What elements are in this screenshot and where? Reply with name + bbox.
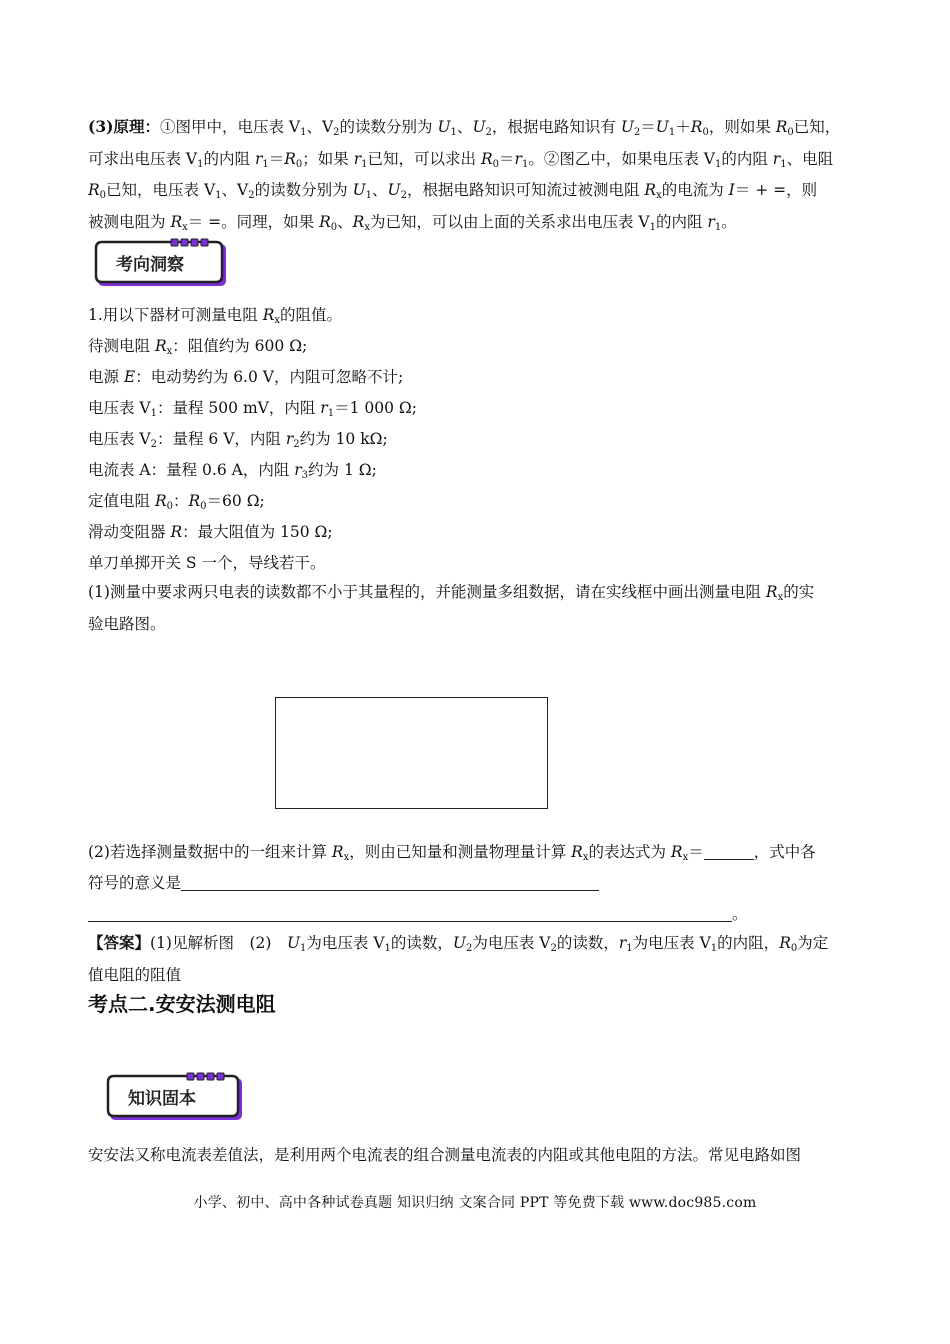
text-span: 的内阻: [203, 149, 255, 168]
text-span: ：电动势约为 6.0 V，内阻可忽略不计;: [135, 368, 404, 386]
subscript: 1: [649, 221, 656, 233]
text-span: 验电路图。: [88, 614, 166, 633]
subscript: 1: [361, 158, 368, 170]
text-span: ；如果: [302, 149, 354, 168]
principle-label: (3)原理：: [88, 117, 160, 136]
subscript: 0: [99, 190, 107, 201]
text-span: ，则如果: [708, 118, 776, 136]
symbol: U: [452, 934, 466, 952]
symbol: r: [772, 149, 781, 168]
text-span: 待测电阻: [88, 337, 155, 355]
text-span: 值电阻的阻值: [88, 965, 182, 984]
answer-blank-meaning-2[interactable]: [88, 903, 732, 922]
text-span: 约为 10 kΩ;: [299, 430, 388, 448]
symbol: R: [644, 181, 657, 199]
principle-paragraph: [88, 111, 864, 238]
text-span: 电流表 A：量程 0.6 A，内阻: [88, 461, 295, 479]
text-span: 已知，可以求出: [367, 149, 481, 168]
text-span: 为电压表 V: [306, 934, 385, 952]
text-span: 已知，电压表 V: [106, 181, 216, 199]
symbol: R: [480, 149, 493, 168]
text-span: (2)若选择测量数据中的一组来计算: [88, 843, 332, 861]
text-span: ，式中各: [753, 843, 816, 861]
subscript: 0: [702, 127, 709, 138]
badge-label: 考向洞察: [116, 255, 184, 275]
item-fixed-resistor: [88, 486, 265, 517]
subscript: 2: [550, 943, 557, 954]
symbol: R: [262, 306, 275, 324]
symbol: R: [670, 843, 683, 861]
badge-label: 知识固本: [128, 1089, 196, 1109]
text-span: ＝: [499, 149, 515, 168]
item-rx: [88, 331, 307, 362]
symbol: R: [775, 118, 788, 136]
symbol: r: [707, 212, 715, 231]
text-span: (1)测量中要求两只电表的读数都不小于其量程的，并能测量多组数据，请在实线框中画出测量电阻: [88, 583, 766, 601]
subscript: 2: [465, 943, 473, 954]
text-span: 的读数，: [390, 934, 453, 952]
text-span: 滑动变阻器: [88, 523, 171, 541]
question-1: [88, 577, 864, 640]
subscript: 0: [330, 221, 338, 233]
item-voltmeter-2: [88, 424, 388, 455]
text-span: 的内阻: [721, 149, 773, 168]
subscript: x: [777, 592, 784, 603]
text-span: 单刀单掷开关 S 一个，导线若干。: [88, 554, 326, 572]
symbol: U: [352, 181, 366, 199]
text-span: ＝ + =，则: [734, 181, 818, 199]
symbol: R: [170, 523, 183, 541]
symbol: U: [620, 118, 634, 136]
text-span: ：量程 500 mV，内阻: [157, 399, 321, 417]
subscript: 1: [365, 190, 373, 201]
subscript: 1: [215, 190, 222, 201]
symbol: r: [618, 934, 627, 952]
text-span: ：阻值约为 600 Ω;: [172, 337, 308, 355]
text-span: ＝60 Ω;: [206, 492, 265, 510]
answer-label: 【答案】: [88, 933, 151, 952]
text-span: 、: [337, 212, 353, 231]
subscript: 1: [450, 127, 457, 138]
symbol: R: [154, 337, 167, 355]
subscript: 2: [333, 127, 340, 138]
symbol: R: [690, 118, 703, 136]
subscript: 0: [295, 158, 303, 170]
subscript: 1: [714, 221, 722, 233]
subscript: 1: [150, 408, 157, 419]
symbol: U: [286, 934, 301, 952]
item-switch: [88, 548, 325, 579]
symbol: r: [254, 149, 263, 168]
text-span: 、V: [221, 181, 249, 199]
subscript: 3: [301, 470, 309, 481]
text-span: ＝: [688, 843, 704, 861]
subscript: 0: [200, 501, 207, 512]
text-span: 的实: [783, 583, 815, 601]
question-2-blank-line: [88, 899, 748, 930]
text-span: 、电阻: [786, 149, 834, 168]
text-span: 安安法又称电流表差值法，是利用两个电流表的组合测量电流表的内阻或其他电阻的方法。常见电路如图: [88, 1146, 802, 1164]
text-span: 的内阻: [655, 212, 708, 231]
text-span: 的读数分别为: [254, 181, 353, 199]
text-span: ，根据电路知识可知流过被测电阻: [406, 181, 645, 199]
text-span: 可求出电压表 V: [88, 149, 198, 168]
subscript: x: [274, 315, 281, 326]
problem-title: [88, 300, 342, 331]
subscript: 2: [485, 127, 492, 138]
subscript: x: [182, 221, 188, 233]
symbol: R: [779, 934, 791, 952]
text-span: 定值电阻: [88, 492, 155, 510]
symbol: R: [765, 583, 778, 601]
text-span: ①图甲中，电压表 V: [159, 118, 301, 136]
section-badge-kaoxiang: [94, 238, 232, 290]
page-footer: 小学、初中、高中各种试卷真题 知识归纳 文案合同 PPT 等免费下载 www.doc985.com: [193, 1195, 757, 1211]
text-span: 的内阻，: [717, 934, 780, 952]
text-span: 的读数，: [556, 934, 619, 952]
subscript: 0: [790, 943, 798, 954]
symbol: R: [319, 212, 331, 231]
symbol: r: [285, 430, 294, 448]
text-span: 的表达式为: [588, 843, 671, 861]
symbol: U: [437, 118, 451, 136]
text-span: 、V: [306, 118, 334, 136]
text-span: 电压表 V: [88, 430, 151, 448]
text-span: 为电压表 V: [632, 934, 711, 952]
subscript: x: [364, 221, 370, 233]
subscript: 1: [668, 127, 676, 138]
item-ammeter: [88, 455, 377, 486]
intro-paragraph: [88, 1140, 801, 1171]
subscript: 1: [521, 158, 529, 170]
symbol: R: [284, 149, 296, 168]
symbol: r: [294, 461, 302, 479]
answer-paragraph: [88, 927, 864, 991]
symbol: R: [331, 843, 344, 861]
text-span: 。②图乙中，如果电压表 V: [528, 149, 715, 168]
symbol: R: [352, 212, 365, 231]
item-rheostat: [88, 517, 333, 548]
subscript: x: [582, 852, 589, 863]
text-span: 符号的意义是: [88, 874, 182, 892]
symbol: R: [188, 492, 201, 510]
subscript: x: [656, 190, 662, 201]
question-2-meaning: [88, 868, 599, 899]
text-span: 的读数分别为: [339, 118, 438, 136]
text-span: ＋: [675, 118, 691, 136]
subscript: 2: [633, 127, 641, 138]
subscript: x: [343, 852, 350, 863]
text-span: 、: [456, 118, 473, 136]
text-span: 为电压表 V: [472, 934, 551, 952]
symbol: R: [88, 181, 100, 199]
subscript: 0: [166, 501, 173, 512]
subscript: 1: [710, 943, 718, 954]
text-span: (1)见解析图 (2): [150, 934, 287, 952]
symbol: U: [472, 118, 486, 136]
symbol: E: [123, 368, 136, 386]
text-span: 1.用以下器材可测量电阻: [88, 306, 263, 324]
section-heading: 考点二.安安法测电阻: [88, 992, 276, 1016]
subscript: 0: [492, 158, 500, 170]
section-badge-zhishi: [106, 1072, 248, 1124]
symbol: R: [571, 843, 583, 861]
text-span: 。: [732, 905, 748, 923]
subscript: 0: [787, 127, 794, 138]
subscript: 2: [293, 439, 300, 450]
subscript: 1: [262, 158, 269, 170]
subscript: 1: [626, 943, 633, 954]
subscript: 1: [780, 158, 787, 170]
text-span: 已知，: [793, 118, 841, 136]
question-2: [88, 837, 816, 868]
text-span: ＝1 000 Ω;: [334, 399, 417, 417]
subscript: 2: [150, 439, 157, 450]
subscript: 1: [197, 158, 204, 170]
symbol: r: [320, 399, 328, 417]
subscript: 1: [384, 943, 391, 954]
symbol: U: [655, 118, 669, 136]
symbol: R: [170, 212, 183, 231]
text-span: 的电流为: [661, 181, 729, 199]
text-span: ：: [172, 492, 189, 510]
text-span: ，则由已知量和测量物理量计算: [349, 843, 572, 861]
text-span: ＝: [268, 149, 285, 168]
text-span: 为定: [797, 934, 829, 952]
symbol: r: [353, 149, 362, 168]
answer-blank-meaning[interactable]: [181, 872, 599, 891]
circuit-drawing-box[interactable]: [275, 697, 548, 809]
text-span: 被测电阻为: [88, 212, 171, 231]
symbol: U: [387, 181, 401, 199]
subscript: 1: [300, 943, 307, 954]
answer-blank-expression[interactable]: [704, 841, 754, 860]
text-span: 电源: [88, 368, 124, 386]
subscript: 1: [327, 408, 335, 419]
symbol: r: [514, 149, 522, 168]
subscript: x: [166, 346, 173, 357]
text-span: 。: [721, 212, 737, 231]
text-span: 、: [372, 181, 388, 199]
text-span: ：量程 6 V，内阻: [157, 430, 286, 448]
item-source: [88, 362, 403, 393]
symbol: I: [728, 181, 735, 199]
text-span: 约为 1 Ω;: [308, 461, 377, 479]
text-span: ＝ =。同理，如果: [187, 212, 320, 231]
item-voltmeter-1: [88, 393, 417, 424]
subscript: x: [682, 852, 689, 863]
symbol: R: [154, 492, 167, 510]
text-span: ：最大阻值为 150 Ω;: [182, 523, 333, 541]
subscript: 1: [300, 127, 307, 138]
subscript: 2: [400, 190, 407, 201]
text-span: ，根据电路知识有: [491, 118, 621, 136]
subscript: 2: [248, 190, 255, 201]
subscript: 1: [714, 158, 722, 170]
text-span: 的阻值。: [280, 306, 343, 324]
text-span: ＝: [640, 118, 656, 136]
text-span: 为已知，可以由上面的关系求出电压表 V: [369, 212, 650, 231]
text-span: 电压表 V: [88, 399, 151, 417]
